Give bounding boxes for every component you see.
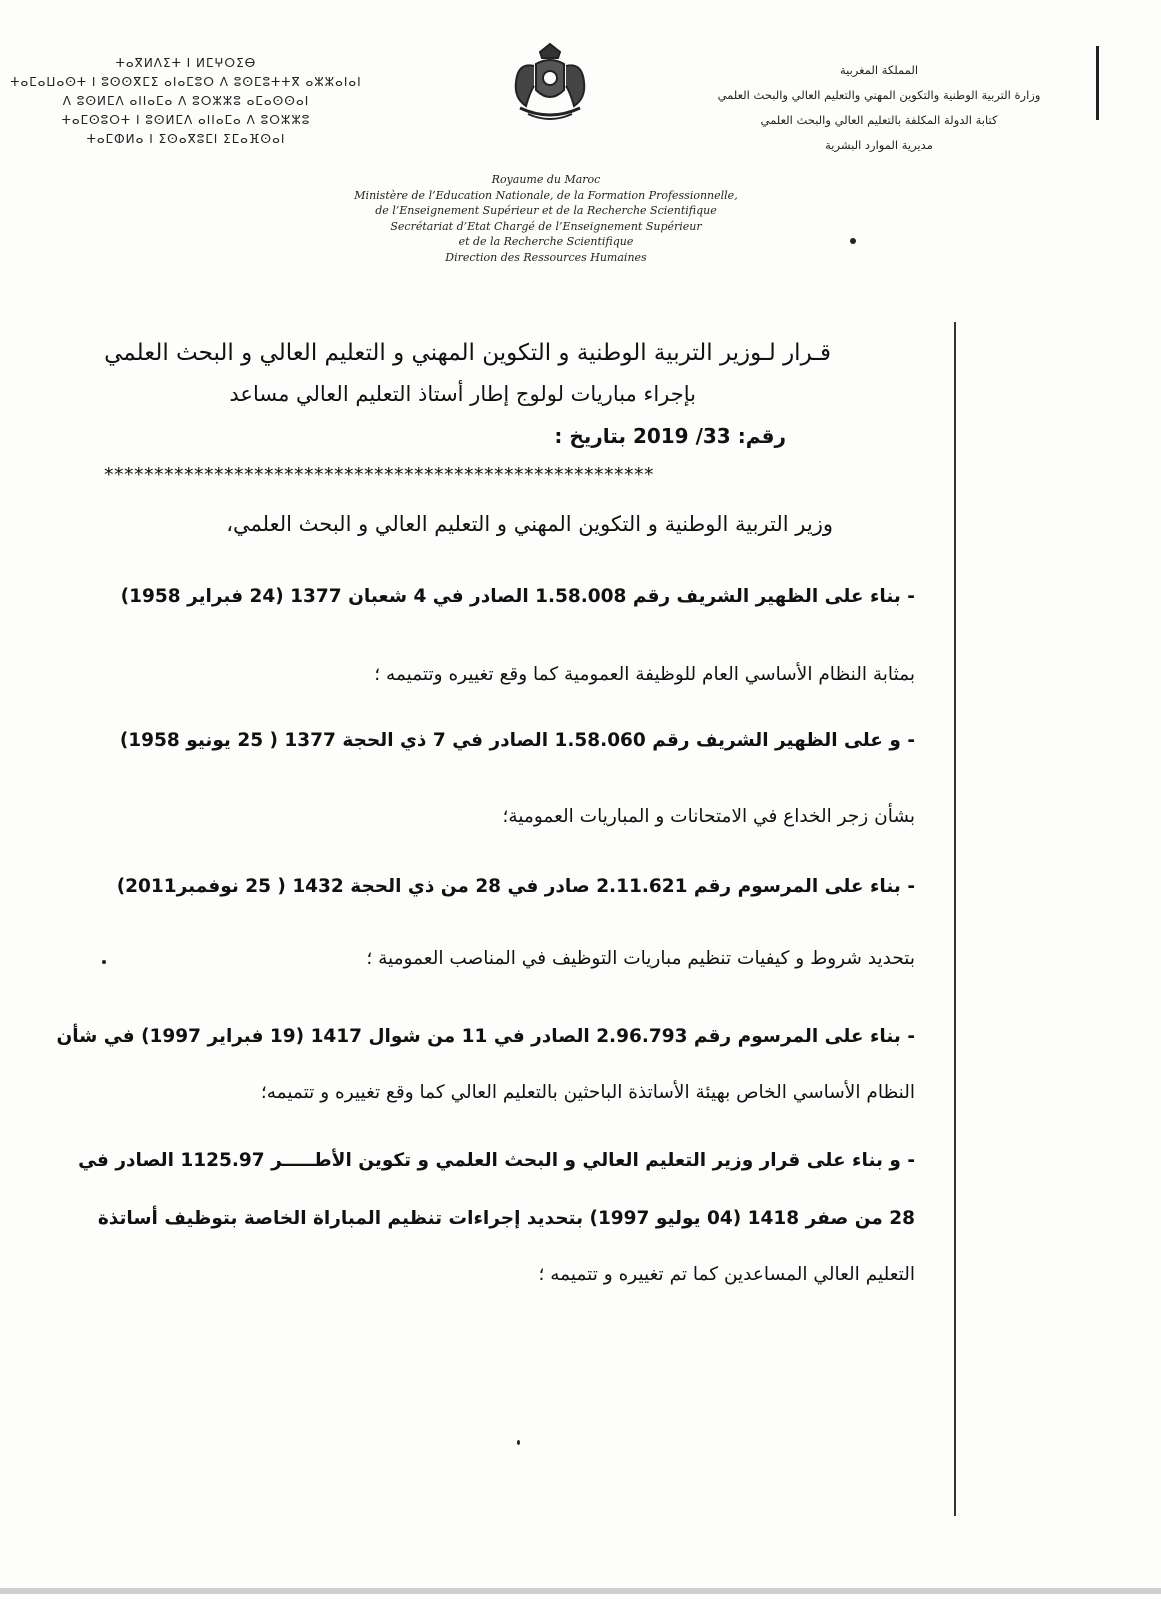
reference-3-continuation: بتحديد شروط و كيفيات تنظيم مباريات التوظيف في المناصب العمومية ؛ [366, 948, 915, 969]
french-header-line: et de la Recherche Scientifique [458, 235, 634, 248]
reference-2: - و على الظهير الشريف رقم 1.58.060 الصادر في 7 ذي الحجة 1377 ( 25 يونيو 1958) [119, 730, 915, 751]
french-header-line: Royaume du Maroc [491, 173, 601, 186]
reference-5-continuation: 28 من صفر 1418 (04 يوليو 1997) بتحديد إجراءات تنظيم المباراة الخاصة بتوظيف أساتذة [97, 1208, 915, 1229]
tifinagh-line: ⵜⴰⵎⵀⵍⴰ ⵏ ⵉⵙⴰⴳⵓⵎⵏ ⵉⵎⴰⴼⵙⴰⵏ [86, 132, 286, 146]
ink-spot [850, 238, 856, 244]
arabic-header-line: المملكة المغربية [839, 63, 919, 77]
reference-4: - بناء على المرسوم رقم 2.96.793 الصادر في 11 من شوال 1417 (19 فبراير 1997) في شأن [56, 1026, 915, 1047]
ink-spot [517, 1440, 520, 1445]
header-french [330, 172, 762, 265]
tifinagh-line: ⵜⴰⵎⴰⵡⴰⵙⵜ ⵏ ⵓⵙⵙⴳⵎⵉ ⴰⵏⴰⵎⵓⵔ ⴷ ⵓⵙⵎⵓⵜⵜⴳ ⴰⵣⵣⴰⵏⴰⵏ [10, 75, 362, 89]
reference-5-continuation-2: التعليم العالي المساعدين كما تم تغييره و تتميمه ؛ [538, 1264, 915, 1285]
reference-1-continuation: بمثابة النظام الأساسي العام للوظيفة العمومية كما وقع تغييره وتتميمه ؛ [374, 664, 915, 685]
reference-3: - بناء على المرسوم رقم 2.11.621 صادر في 28 من ذي الحجة 1432 ( 25 نوفمبر2011) [116, 876, 915, 897]
scan-bottom-edge [0, 1588, 1161, 1594]
french-header-line: Secrétariat d’Etat Chargé de l’Enseignement Supérieur [390, 219, 702, 233]
header-tifinagh [0, 54, 372, 149]
coat-of-arms-emblem [506, 42, 594, 126]
reference-1: - بناء على الظهير الشريف رقم 1.58.008 الصادر في 4 شعبان 1377 (24 فبراير 1958) [120, 586, 915, 607]
reference-5: - و بناء على قرار وزير التعليم العالي و البحث العلمي و تكوين الأطـــــر 1125.97 الصادر في [78, 1150, 915, 1171]
star-separator: ******************************************************* [104, 464, 654, 486]
decision-title: قـرار لـوزير التربية الوطنية و التكوين المهني و التعليم العالي و البحث العلمي [104, 340, 831, 366]
margin-line [954, 322, 956, 1516]
reference-2-continuation: بشأن زجر الخداع في الامتحانات و المباريات العمومية؛ [502, 806, 915, 827]
reference-4-continuation: النظام الأساسي الخاص بهيئة الأساتذة الباحثين بالتعليم العالي كما وقع تغييره و تتميمه؛ [260, 1082, 915, 1103]
arabic-header-line: كتابة الدولة المكلفة بالتعليم العالي والبحث العلمي [760, 113, 998, 127]
arabic-header-line: مديرية الموارد البشرية [825, 138, 933, 152]
decision-number-date: رقم: 33/ 2019 بتاريخ : [554, 424, 786, 448]
tifinagh-line: ⵜⴰⵎⵙⵓⵔⵜ ⵏ ⵓⵙⵍⵎⴷ ⴰⵏⵏⴰⵎⴰ ⴷ ⵓⵔⵣⵣⵓ [61, 113, 311, 127]
french-header-line: de l’Enseignement Supérieur et de la Recherche Scientifique [375, 204, 717, 217]
header-arabic [679, 58, 1079, 158]
ink-spot [102, 960, 106, 964]
french-header-line: Ministère de l’Education Nationale, de la Formation Professionnelle, [354, 188, 738, 202]
tifinagh-line: ⴷ ⵓⵙⵍⵎⴷ ⴰⵏⵏⴰⵎⴰ ⴷ ⵓⵔⵣⵣⵓ ⴰⵎⴰⵙⵙⴰⵏ [62, 94, 310, 108]
minister-line: وزير التربية الوطنية و التكوين المهني و التعليم العالي و البحث العلمي، [226, 512, 833, 536]
arabic-header-line: وزارة التربية الوطنية والتكوين المهني والتعليم العالي والبحث العلمي [717, 88, 1041, 102]
decision-subtitle: بإجراء مباريات لولوج إطار أستاذ التعليم العالي مساعد [229, 382, 696, 406]
french-header-line: Direction des Ressources Humaines [445, 250, 647, 264]
page-edge-mark [1096, 46, 1099, 120]
tifinagh-line: ⵜⴰⴳⵍⴷⵉⵜ ⵏ ⵍⵎⵖⵔⵉⴱ [115, 56, 257, 70]
